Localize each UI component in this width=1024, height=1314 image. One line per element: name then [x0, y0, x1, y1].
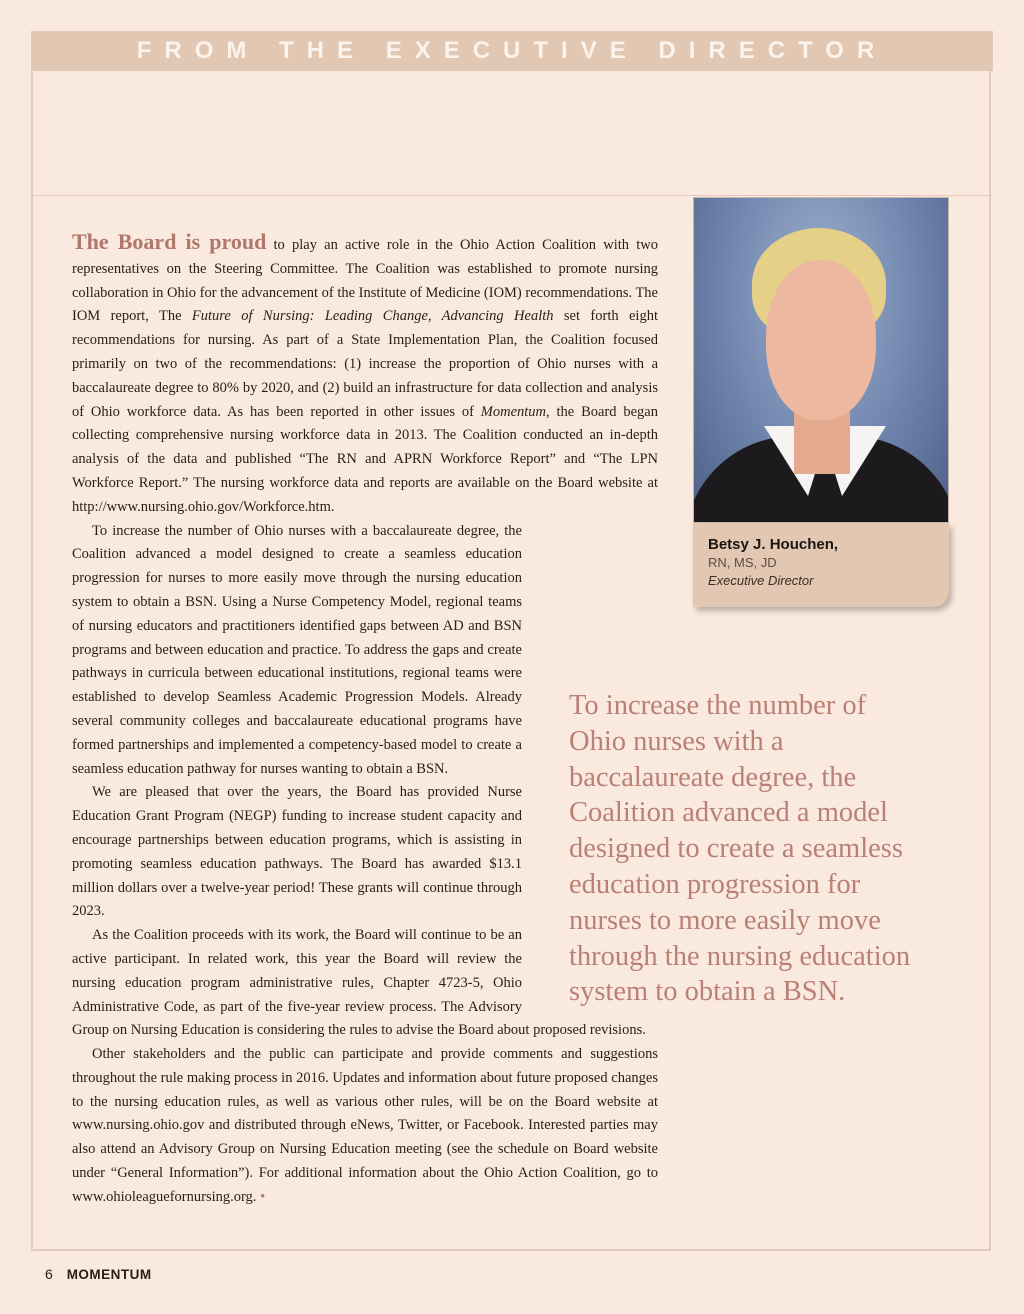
- article-paragraph: As the Coalition proceeds with its work, the Board will continue to be an active participant. In related work, this year the Board will review the nursing education program administrative rules, Chapter 4723-5, Ohio Administrative Code, as part of the five-year review process. The Advisory Group on Nursing Education is considering the rules to advise the Board about proposed revisions.: [72, 927, 646, 1039]
- article-paragraph: The Board is proud to play an active role in the Ohio Action Coalition with two representatives on the Steering Committee. The Coalition was established to promote nursing collaboration in Ohio for the advancement of the Institute of Medicine (IOM) recommendations. The IOM report, The Future of Nursing: Leading Change, Advancing Health set forth eight recommendations for nursing. As part of a State Implementation Plan, the Coalition focused primarily on two of the recommendations: (1) increase the proportion of Ohio nurses with a baccalaureate degree to 80% by 2020, and (2) build an infrastructure for data collection and analysis of Ohio workforce data. As has been reported in other issues of Momentum, the Board began collecting comprehensive nursing workforce data in 2013. The Coalition conducted an in-depth analysis of the data and published “The RN and APRN Workforce Report” and “The LPN Workforce Report.” The nursing workforce data and reports are available on the Board website at http://www.nursing.ohio.gov/Workforce.htm.: [72, 229, 658, 515]
- pull-quote: To increase the number of Ohio nurses with a baccalaureate degree, the Coalition advanced a model designed to create a seamless education progression for nurses to more easily move through the nursing education system to obtain a BSN.: [569, 690, 911, 1008]
- page-number: 6: [45, 1266, 53, 1282]
- article-lead: The Board is proud: [72, 229, 267, 254]
- header-divider: [31, 195, 993, 196]
- portrait-caption: [693, 523, 949, 607]
- portrait-title: Executive Director: [708, 573, 814, 588]
- end-mark: •: [260, 1188, 266, 1205]
- section-header: [31, 31, 993, 71]
- article-paragraph: To increase the number of Ohio nurses with a baccalaureate degree, the Coalition advanced a model designed to create a seamless education progression for nurses to more easily move through the nursing education system to obtain a BSN. Using a Nurse Competency Model, regional teams of nursing educators and practitioners identified gaps between AD and BSN programs and between education and practice. To address the gaps and create pathways in curricula between educational institutions, regional teams were established to develop Seamless Academic Progression Models. Already several community colleges and baccalaureate educational programs have formed partnerships and implemented a competency-based model to create a seamless education pathway for nurses wanting to obtain a BSN.: [72, 522, 522, 777]
- magazine-name: MOMENTUM: [66, 1267, 152, 1282]
- portrait-credentials: RN, MS, JD: [708, 555, 777, 570]
- portrait-photo: [693, 197, 949, 523]
- article-paragraph: We are pleased that over the years, the Board has provided Nurse Education Grant Program (NEGP) funding to increase student capacity and encourage partnerships between education programs, which is assisting in promoting seamless education pathways. The Board has awarded $13.1 million dollars over a twelve-year period! These grants will continue through 2023.: [72, 784, 522, 920]
- article-paragraph: Other stakeholders and the public can participate and provide comments and suggestions throughout the rule making process in 2016. Updates and information about future proposed changes to the nursing education rules, as well as various other rules, will be on the Board website at www.nursing.ohio.gov and distributed through eNews, Twitter, or Facebook. Interested parties may also attend an Advisory Group on Nursing Education meeting (see the schedule on Board website under “General Information”). For additional information about the Ohio Action Coalition, go to www.ohioleaguefornursing.org. •: [72, 1046, 658, 1205]
- section-header-label: FROM THE EXECUTIVE DIRECTOR: [136, 37, 888, 64]
- page-footer: [45, 1266, 152, 1282]
- portrait-name: Betsy J. Houchen,: [708, 536, 839, 553]
